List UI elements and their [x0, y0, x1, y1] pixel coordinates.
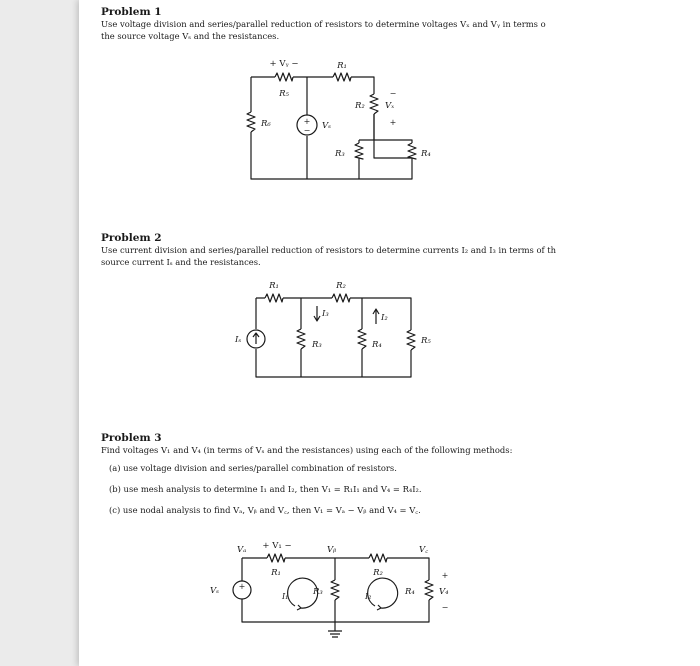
mesh-current-i2	[368, 578, 398, 608]
problem-1-text-line-1: Use voltage division and series/parallel reduction of resistors to determine voltages Vₓ and Vᵧ in terms o	[101, 19, 546, 29]
label-r5: R₅	[421, 336, 431, 346]
label-i2: I₂	[365, 592, 372, 601]
document-page	[79, 0, 700, 666]
label-r5: R₅	[279, 89, 289, 99]
label-r3: R₃	[313, 587, 323, 597]
problem-1-text-line-2: the source voltage Vₛ and the resistances.	[101, 30, 280, 41]
resistor-r2	[369, 554, 387, 562]
label-r3: R₃	[335, 149, 345, 159]
resistor-r2	[332, 294, 350, 302]
label-r2: R₂	[373, 568, 383, 578]
label-i1: I₁	[282, 592, 289, 601]
label-r4: R₄	[405, 587, 415, 597]
problem-2	[101, 232, 691, 268]
method-b: (b) use mesh analysis to determine I₁ and I₂, then V₁ = R₁I₁ and V₄ = R₄I₂.	[109, 484, 422, 494]
label-r1: R₁	[271, 568, 281, 578]
problem-2-circuit	[79, 270, 700, 390]
label-r6: R₆	[261, 119, 271, 129]
label-is: Iₛ	[235, 335, 242, 345]
resistor-r4	[425, 580, 433, 600]
problem-2-text-line-1: Use current division and series/parallel reduction of resistors to determine currents I₂ and I₃ in terms of th	[101, 245, 557, 255]
label-r1: R₁	[337, 61, 347, 71]
label-v4-plus: +	[441, 571, 449, 580]
label-vy: + Vᵧ −	[269, 59, 299, 69]
label-vx-minus: −	[389, 89, 397, 98]
problem-2-text-line-2: source current Iₛ and the resistances.	[101, 256, 261, 267]
label-r2: R₂	[355, 101, 365, 111]
label-vc: V꜀	[419, 545, 429, 555]
resistor-r5	[275, 73, 293, 81]
resistor-r3	[297, 329, 305, 349]
label-r1: R₁	[269, 281, 279, 291]
label-v4: V₄	[439, 587, 449, 597]
resistor-r3	[331, 580, 339, 600]
problem-3-title: Problem 3	[101, 432, 162, 444]
resistor-r4	[358, 329, 366, 349]
resistor-r1	[267, 554, 285, 562]
resistor-r6	[247, 112, 255, 132]
resistor-r1	[333, 73, 351, 81]
problem-3-methods	[101, 463, 691, 523]
method-c: (c) use nodal analysis to find Vₐ, Vᵦ and V꜀, then V₁ = Vₐ − Vᵦ and V₄ = V꜀.	[109, 505, 421, 515]
current-arrow-i2	[373, 309, 379, 324]
label-vs: Vₛ	[322, 121, 332, 131]
label-vx: Vₓ	[385, 101, 395, 111]
label-r4: R₄	[421, 149, 431, 159]
problem-1-circuit	[79, 0, 700, 200]
resistor-r5	[407, 330, 415, 350]
label-va: Vₐ	[237, 545, 247, 555]
resistor-r1	[265, 294, 283, 302]
label-r4: R₄	[372, 340, 382, 350]
ground-symbol	[328, 622, 342, 637]
label-i3: I₃	[322, 309, 329, 319]
label-vs: Vₛ	[210, 586, 220, 596]
resistor-r2	[370, 94, 378, 114]
problem-2-title: Problem 2	[101, 232, 162, 244]
label-v4-minus: −	[441, 603, 449, 612]
problem-3	[101, 432, 691, 457]
label-i2: I₂	[381, 313, 388, 323]
label-v1: + V₁ −	[262, 541, 292, 551]
problem-1-title: Problem 1	[101, 6, 162, 18]
current-arrow-i3	[314, 306, 320, 321]
problem-3-circuit	[79, 530, 700, 666]
label-r2: R₂	[336, 281, 346, 291]
source-plus-sign: +	[238, 582, 246, 591]
source-minus-sign: −	[303, 126, 311, 135]
label-vx-plus: +	[389, 118, 397, 127]
source-plus-sign: +	[303, 117, 311, 126]
label-vb: Vᵦ	[327, 545, 337, 555]
label-r3: R₃	[312, 340, 322, 350]
method-a: (a) use voltage division and series/parallel combination of resistors.	[109, 463, 397, 473]
problem-3-text-line-1: Find voltages V₁ and V₄ (in terms of Vₛ and the resistances) using each of the following methods:	[101, 445, 513, 455]
resistor-r3	[355, 143, 363, 159]
resistor-r4	[408, 143, 416, 159]
